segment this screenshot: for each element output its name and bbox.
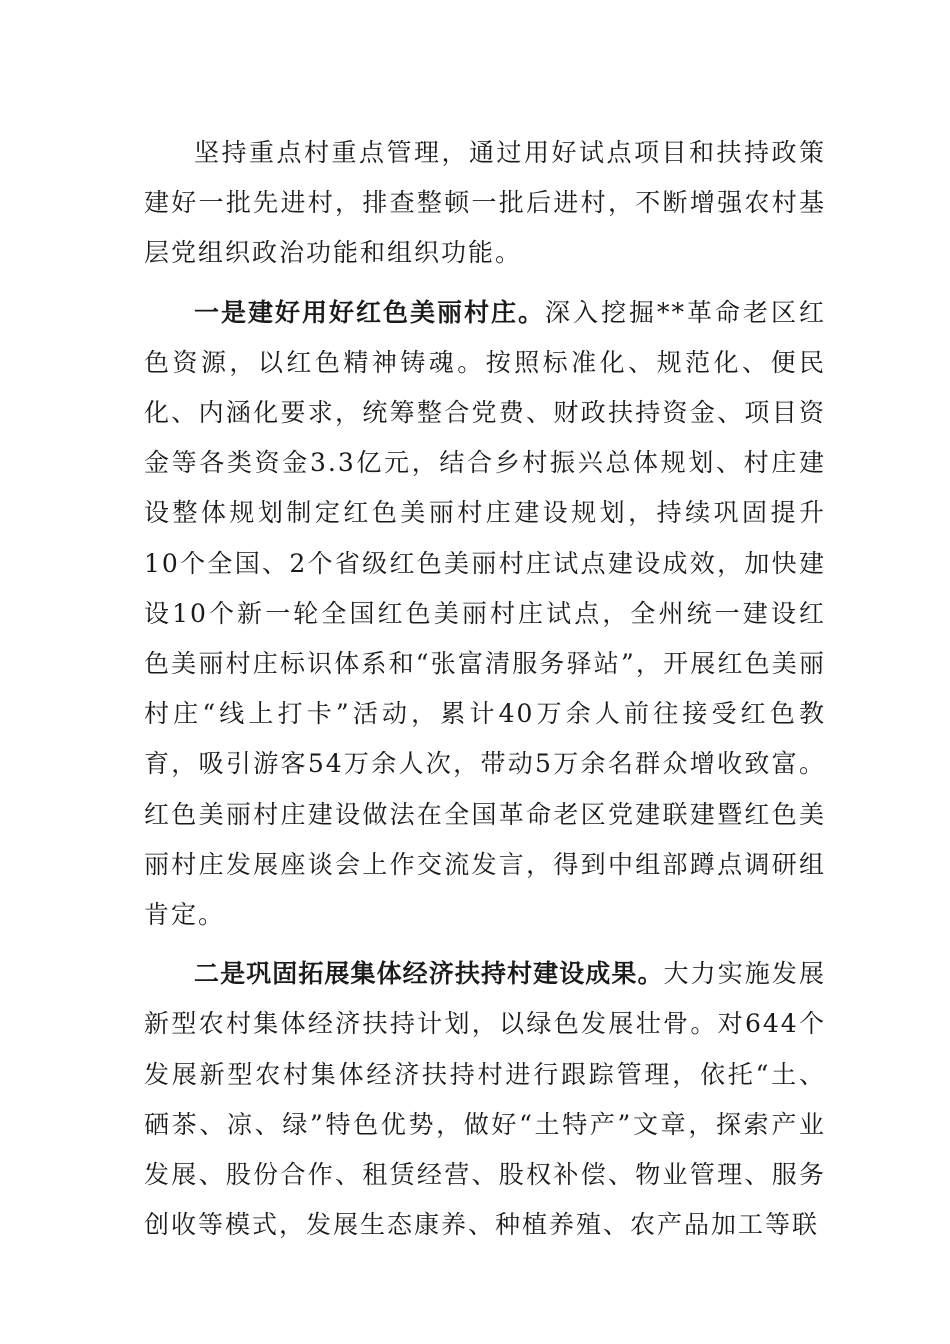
document-body — [144, 128, 826, 1259]
paragraph-text: 深入挖掘**革命老区红色资源，以红色精神铸魂。按照标准化、规范化、便民化、内涵化要求，统筹整合党费、财政扶持资金、项目资金等各类资金3.3亿元，结合乡村振兴总体规划、村庄建设整体规划制定红色美丽村庄建设规划，持续巩固提升10个全国、2个省级红色美丽村庄试点建设成效，加快建设10个新一轮全国红色美丽村庄试点，全州统一建设红色美丽村庄标识体系和“张富清服务驿站”，开展红色美丽村庄“线上打卡”活动，累计40万余人前往接受红色教育，吸引游客54万余人次，带动5万余名群众增收致富。红色美丽村庄建设做法在全国革命老区党建联建暨红色美丽村庄发展座谈会上作交流发言，得到中组部蹲点调研组肯定。 — [144, 297, 826, 930]
paragraph-text: 坚持重点村重点管理，通过用好试点项目和扶持政策建好一批先进村，排查整顿一批后进村，不断增强农村基层党组织政治功能和组织功能。 — [144, 138, 826, 268]
paragraph-lead: 二是巩固拓展集体经济扶持村建设成果。 — [194, 959, 664, 989]
paragraph-lead: 一是建好用好红色美丽村庄。 — [194, 297, 545, 327]
paragraph-red-villages — [144, 288, 826, 941]
paragraph-collective-economy — [144, 949, 826, 1250]
paragraph-intro — [144, 128, 826, 279]
paragraph-text: 大力实施发展新型农村集体经济扶持计划，以绿色发展壮骨。对644个发展新型农村集体经济扶持村进行跟踪管理，依托“土、硒茶、凉、绿”特色优势，做好“土特产”文章，探索产业发展、股份合作、租赁经营、股权补偿、物业管理、服务创收等模式，发展生态康养、种植养殖、农产品加工等联 — [144, 959, 826, 1240]
